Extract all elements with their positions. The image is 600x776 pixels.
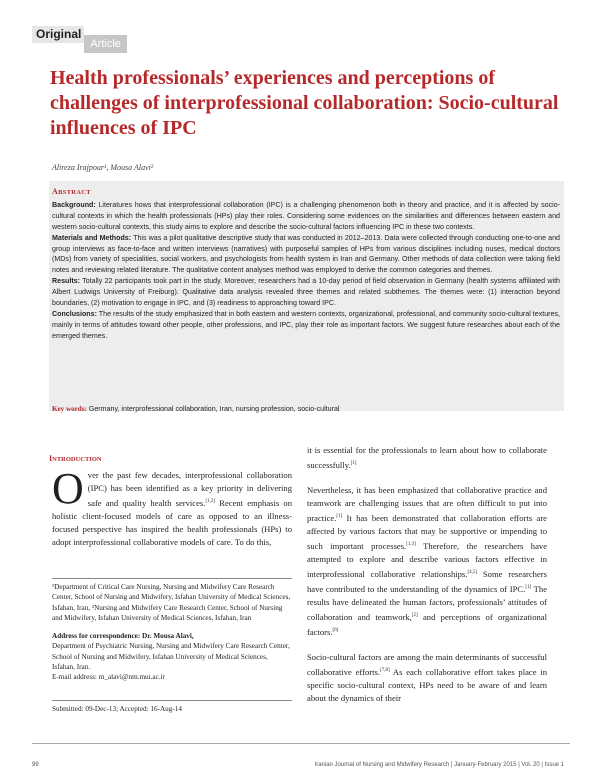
abstract-heading: ABSTRACT <box>52 187 91 196</box>
abstract-conclusions: Conclusions: The results of the study emphasized that in both eastern and western contexts, organizational, professional, and community socio-cultural textures, mainly in terms of attitudes toward other people, other professions, and IPC, play their role as important factors. We suggest future researches about each of the emerged themes. <box>52 309 560 340</box>
footer-divider <box>32 743 570 744</box>
correspondence: Address for correspondence: Dr. Mousa Alavi, Department of Psychiatric Nursing, Nursing and Midwifery Care Research Center, School of Nursing and Midwifery, Isfahan University of Medical Sciences, Isfahan, Iran. E-mail address: m_alavi@nm.mui.ac.ir <box>52 632 290 682</box>
paragraph: Nevertheless, it has been emphasized that collaborative practice and teamwork are challenging issues that are often difficult to put into practice.[1] It has been demonstrated that collaboration efforts are affected by various factors that may be supportive or impending to such important processes.[1,3] Therefore, the researchers have attempted to explore and describe various factors effective in interprofessional collaborative relationships.[4,5] Some researchers have contributed to the understanding of the dynamics of IPC.[1] The results have delineated the human factors, professionals’ attitudes of collaboration and teamwork,[2] and perceptions of organizational factors.[6] <box>307 485 548 638</box>
tag-article: Article <box>84 35 127 53</box>
dropcap: O <box>52 464 84 513</box>
introduction-left-column: Over the past few decades, interprofessional collaboration (IPC) has been identified as a key priority in delivering safe and quality health services.[1,2] Recent emphasis on holistic client-focused models of care as opposed to an illness-focused perspective has inspired the health professionals (HPs) to adopt interprofessional collaborative models of care. To do this, <box>52 464 292 548</box>
footnotes <box>52 582 292 691</box>
paragraph: it is essential for the professionals to learn about how to collaborate successfully.[1] <box>307 445 547 470</box>
abstract <box>52 187 560 342</box>
page-number: 99 <box>32 762 39 768</box>
submitted-divider <box>52 700 292 701</box>
submission-dates: Submitted: 09-Dec-13; Accepted: 16-Aug-14 <box>52 705 182 713</box>
tag-original: Original <box>32 26 84 43</box>
keywords: Key words: Germany, interprofessional collaboration, Iran, nursing profession, socio-cultural <box>52 405 340 413</box>
email-address: E-mail address: m_alavi@nm.mui.ac.ir <box>52 673 166 682</box>
introduction-right-column <box>307 444 547 717</box>
affiliations: ¹Department of Critical Care Nursing, Nursing and Midwifery Care Research Center, School of Nursing and Midwifery, Isfahan University of Medical Sciences, Isfahan, Iran, ²Nursing and Midwifery Care Research Center, School of Nursing and Midwifery, Isfahan University of Medical Sciences, Isfahan, Iran <box>52 583 291 622</box>
abstract-methods: Materials and Methods: This was a pilot qualitative descriptive study that was conducted in 2012–2013. Data were collected through conducting one-to-one and group interviews as face-to-face and written interviews (narratives) with purposeful samples of HPs from various disciplines including nuses, medical doctors (MDs) from variety of specialities, social workers, and psychologists from health system in Iran and Germany. Other methods of data collection were taking field notes and reviewing related literature. The qualitative content analyses method was employed to derive the common categories and themes. <box>52 233 560 275</box>
article-type-tag <box>32 26 127 50</box>
abstract-results: Results: Totally 22 participants took part in the study. Moreover, researchers had a 10-day period of field observation in Germany (health systems affiliated with Albert Ludwigs University of Freiburg). Qualitative data analysis revealed three themes and related subthemes. The themes were: (1) interaction beyond boundaries, (2) motivation to engage in IPC, and (3) readiness to approaching toward IPC. <box>52 277 560 308</box>
introduction-heading: INTRODUCTION <box>49 454 102 463</box>
footnote-divider <box>52 578 292 579</box>
abstract-background: Background: Literatures hows that interprofessional collaboration (IPC) is a challenging phenomenon both in theory and practice, and it is affected by socio-cultural contexts in which the health professionals (HPs) play their roles. Considering some evidences on the similarities and differences between eastern and western socio-cultural contexts, this study aims to explore and describe the socio-cultural factors influencing IPC in these two contexts. <box>52 200 560 231</box>
journal-citation: Iranian Journal of Nursing and Midwifery Research | January-February 2015 | Vol. 20 | Issue 1 <box>314 762 564 768</box>
article-title: Health professionals’ experiences and perceptions of challenges of interprofessional collaboration: Socio-cultural influences of IPC <box>50 67 559 139</box>
paragraph: Socio-cultural factors are among the main determinants of successful collaborative efforts.[7,8] As each collaborative effort takes place in specific socio-cultural context, HPs need to be aware of and learn about the dynamics of their <box>307 652 547 704</box>
author-list: Alireza Irajpour¹, Mousa Alavi² <box>52 163 154 172</box>
